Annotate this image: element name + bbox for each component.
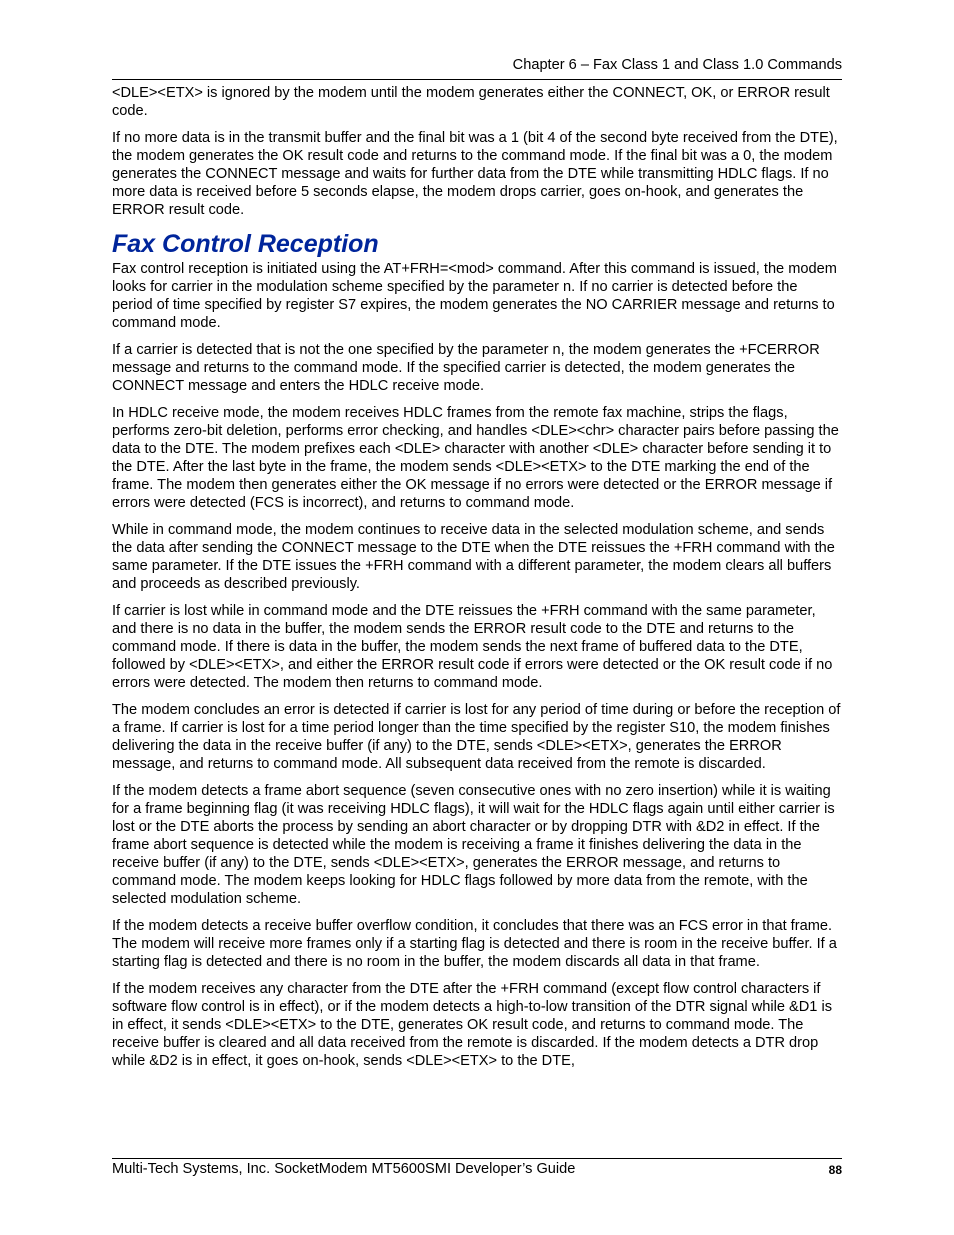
- body-paragraph: If the modem detects a receive buffer overflow condition, it concludes that there was an FCS error in that frame. The modem will receive more frames only if a starting flag is detected and there is room in the receive buffer. If a starting flag is detected and there is no room in the buffer, the modem discards all data in that frame.: [112, 918, 837, 970]
- body-paragraph: If carrier is lost while in command mode and the DTE reissues the +FRH command with the same parameter, and there is no data in the buffer, the modem sends the ERROR result code to the DTE and returns to the command mode. If there is data in the buffer, the modem sends the next frame of buffered data to the DTE, followed by <DLE><ETX>, and either the ERROR result code if errors were detected or the OK result code if no errors were detected. The modem then returns to command mode.: [112, 603, 833, 691]
- body-paragraph: If the modem detects a frame abort sequence (seven consecutive ones with no zero insertion) while it is waiting for a frame beginning flag (it was receiving HDLC flags), it will wait for the HDLC flags again until either carrier is lost or the DTE aborts the process by sending an abort character or by dropping DTR with &D2 in effect. If the frame abort sequence is detected while the modem is receiving a frame it finishes delivering the data in the receive buffer (if any) to the DTE, sends <DLE><ETX>, generates the ERROR message, and returns to command mode. The modem keeps looking for HDLC flags followed by more data from the remote, with the selected modulation scheme.: [112, 783, 835, 907]
- body-paragraph: While in command mode, the modem continues to receive data in the selected modulation scheme, and sends the data after sending the CONNECT message to the DTE when the DTE reissues the +FRH command with the same parameter. If the DTE issues the +FRH command with a different parameter, the modem clears all buffers and proceeds as described previously.: [112, 522, 835, 592]
- body-paragraph: <DLE><ETX> is ignored by the modem until the modem generates either the CONNECT, OK, or ERROR result code.: [112, 85, 830, 119]
- footer-title: Multi-Tech Systems, Inc. SocketModem MT5600SMI Developer’s Guide: [112, 1161, 576, 1177]
- page-body: [112, 84, 842, 1079]
- footer-divider: [112, 1158, 842, 1159]
- page-number: 88: [828, 1163, 842, 1177]
- running-header: Chapter 6 – Fax Class 1 and Class 1.0 Commands: [512, 57, 842, 73]
- header-divider: [112, 79, 842, 80]
- body-paragraph: The modem concludes an error is detected if carrier is lost for any period of time during or before the reception of a frame. If carrier is lost for a time period longer than the time specified by the register S10, the modem finishes delivering the data in the receive buffer (if any) to the DTE, sends <DLE><ETX>, generates the ERROR message, and returns to command mode. All subsequent data received from the remote is discarded.: [112, 702, 841, 772]
- body-paragraph: Fax control reception is initiated using the AT+FRH=<mod> command. After this command is issued, the modem looks for carrier in the modulation scheme specified by the parameter n. If no carrier is detected before the period of time specified by register S7 expires, the modem generates the NO CARRIER message and returns to command mode.: [112, 261, 837, 331]
- body-paragraph: In HDLC receive mode, the modem receives HDLC frames from the remote fax machine, strips the flags, performs zero-bit deletion, performs error checking, and handles <DLE><chr> character pairs before passing the data to the DTE. The modem prefixes each <DLE> character with another <DLE> character before sending it to the DTE. After the last byte in the frame, the modem sends <DLE><ETX> to the DTE marking the end of the frame. The modem then generates either the OK message if no errors were detected or the ERROR message if errors were detected (FCS is incorrect), and returns to command mode.: [112, 405, 839, 511]
- body-paragraph: If a carrier is detected that is not the one specified by the parameter n, the modem generates the +FCERROR message and returns to the command mode. If the specified carrier is detected, the modem generates the CONNECT message and enters the HDLC receive mode.: [112, 342, 820, 394]
- body-paragraph: If no more data is in the transmit buffer and the final bit was a 1 (bit 4 of the second byte received from the DTE), the modem generates the OK result code and returns to the command mode. If the final bit was a 0, the modem generates the CONNECT message and waits for further data from the DTE while transmitting HDLC flags. If no more data is received before 5 seconds elapse, the modem drops carrier, goes on-hook, and generates the ERROR result code.: [112, 130, 838, 218]
- page-footer: [112, 1160, 842, 1178]
- section-heading: Fax Control Reception: [112, 230, 379, 258]
- body-paragraph: If the modem receives any character from the DTE after the +FRH command (except flow control characters if software flow control is in effect), or if the modem detects a high-to-low transition of the DTR signal while &D1 is in effect, it sends <DLE><ETX> to the DTE, generates OK result code, and returns to command mode. The receive buffer is cleared and all data received from the remote is discarded. If the modem detects a DTR drop while &D2 is in effect, it goes on-hook, sends <DLE><ETX> to the DTE,: [112, 981, 832, 1069]
